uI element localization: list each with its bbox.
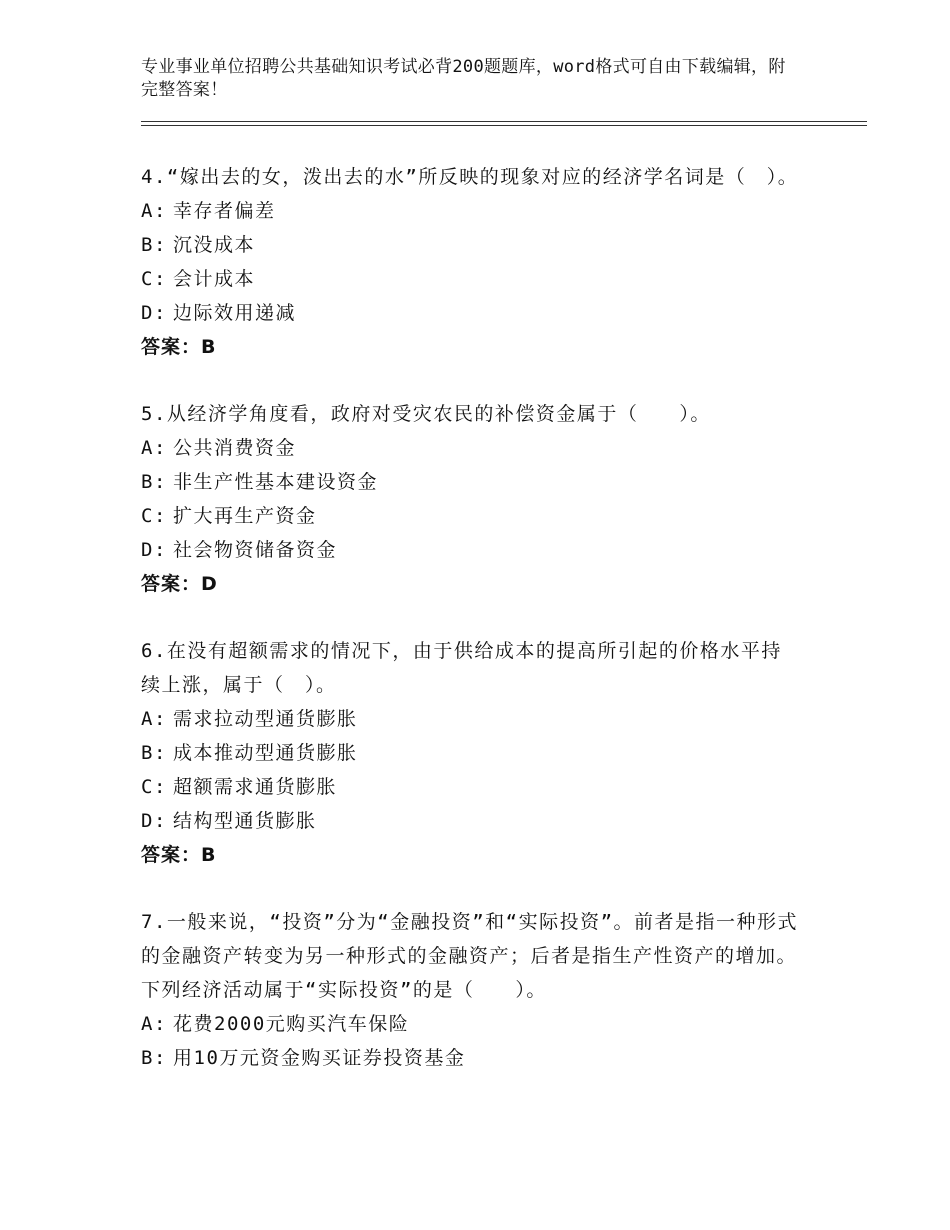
option-b bbox=[141, 736, 801, 770]
option-a bbox=[141, 431, 801, 465]
option-d bbox=[141, 804, 801, 838]
option-letter: B: bbox=[141, 234, 167, 256]
option-text: 社会物资储备资金 bbox=[173, 539, 338, 561]
answer-line: 答案：B bbox=[141, 336, 217, 358]
answer-line: 答案：B bbox=[141, 844, 217, 866]
document-header: 专业事业单位招聘公共基础知识考试必背200题题库，word格式可自由下载编辑，附完整答案！ bbox=[141, 57, 786, 100]
question-4 bbox=[141, 160, 801, 364]
option-a bbox=[141, 702, 801, 736]
option-letter: A: bbox=[141, 437, 167, 459]
option-c bbox=[141, 770, 801, 804]
option-text: 会计成本 bbox=[173, 268, 256, 290]
option-letter: D: bbox=[141, 810, 167, 832]
option-letter: C: bbox=[141, 776, 167, 798]
option-b bbox=[141, 1041, 801, 1075]
option-text: 花费2000元购买汽车保险 bbox=[173, 1013, 410, 1035]
option-text: 需求拉动型通货膨胀 bbox=[173, 708, 358, 730]
option-letter: B: bbox=[141, 471, 167, 493]
option-letter: A: bbox=[141, 200, 167, 222]
question-stem: 5.从经济学角度看，政府对受灾农民的补偿资金属于（ ）。 bbox=[141, 403, 711, 425]
option-text: 结构型通货膨胀 bbox=[173, 810, 317, 832]
question-list bbox=[141, 160, 801, 1108]
option-text: 边际效用递减 bbox=[173, 302, 297, 324]
option-letter: C: bbox=[141, 505, 167, 527]
option-letter: C: bbox=[141, 268, 167, 290]
option-text: 成本推动型通货膨胀 bbox=[173, 742, 358, 764]
option-text: 超额需求通货膨胀 bbox=[173, 776, 338, 798]
option-text: 用10万元资金购买证券投资基金 bbox=[173, 1047, 466, 1069]
option-a bbox=[141, 1007, 801, 1041]
option-letter: B: bbox=[141, 1047, 167, 1069]
question-stem: 7.一般来说，“投资”分为“金融投资”和“实际投资”。前者是指一种形式的金融资产转变为另一种形式的金融资产；后者是指生产性资产的增加。下列经济活动属于“实际投资”的是（ ）。 bbox=[141, 911, 799, 1001]
option-c bbox=[141, 262, 801, 296]
answer-line: 答案：D bbox=[141, 573, 218, 595]
option-b bbox=[141, 228, 801, 262]
option-letter: B: bbox=[141, 742, 167, 764]
option-text: 公共消费资金 bbox=[173, 437, 297, 459]
question-stem: 6.在没有超额需求的情况下，由于供给成本的提高所引起的价格水平持续上涨，属于（ ）。 bbox=[141, 640, 782, 696]
option-letter: A: bbox=[141, 708, 167, 730]
question-6 bbox=[141, 634, 801, 872]
option-text: 沉没成本 bbox=[173, 234, 256, 256]
option-text: 扩大再生产资金 bbox=[173, 505, 317, 527]
header-divider-bottom bbox=[141, 125, 867, 126]
option-c bbox=[141, 499, 801, 533]
question-7 bbox=[141, 905, 801, 1075]
option-text: 非生产性基本建设资金 bbox=[173, 471, 379, 493]
option-text: 幸存者偏差 bbox=[173, 200, 276, 222]
option-letter: D: bbox=[141, 302, 167, 324]
question-stem: 4.“嫁出去的女，泼出去的水”所反映的现象对应的经济学名词是（ ）。 bbox=[141, 166, 799, 188]
option-d bbox=[141, 533, 801, 567]
option-a bbox=[141, 194, 801, 228]
option-letter: D: bbox=[141, 539, 167, 561]
option-d bbox=[141, 296, 801, 330]
header-divider-top bbox=[141, 121, 867, 122]
option-letter: A: bbox=[141, 1013, 167, 1035]
option-b bbox=[141, 465, 801, 499]
question-5 bbox=[141, 397, 801, 601]
